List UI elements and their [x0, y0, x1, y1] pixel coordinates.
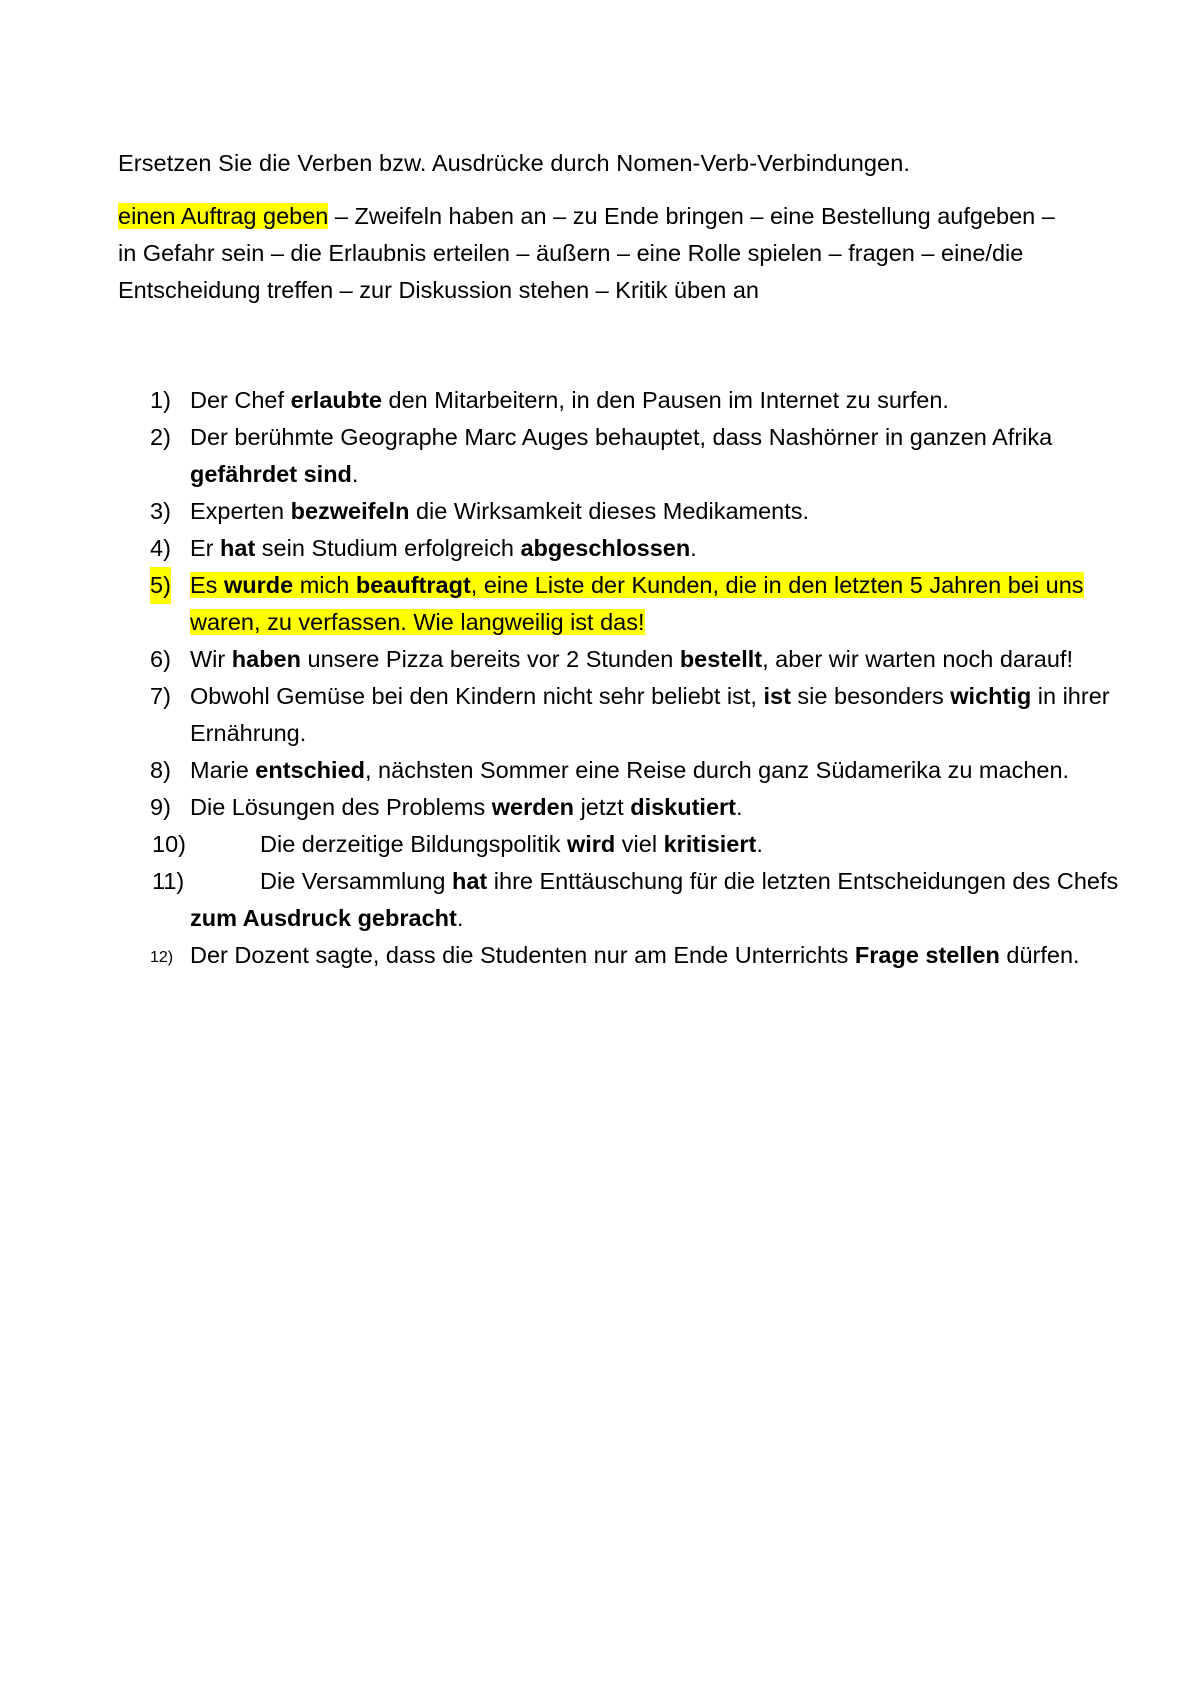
item-text: dürfen. — [999, 942, 1080, 968]
item-text: Die derzeitige Bildungspolitik — [260, 831, 567, 857]
item-text: Er — [190, 535, 221, 561]
item-text: Wir — [190, 646, 232, 672]
item-emphasis: Frage stellen — [854, 942, 1000, 968]
list-item — [0, 530, 1200, 567]
item-text: , nächsten Sommer eine Reise durch ganz Südamerika zu machen. — [365, 757, 1070, 783]
item-emphasis: diskutiert — [630, 794, 736, 820]
item-number: 9) — [150, 794, 171, 820]
item-emphasis: wichtig — [950, 683, 1032, 709]
exercise-list — [0, 382, 1200, 974]
list-item — [0, 382, 1200, 419]
item-emphasis: wird — [566, 831, 616, 857]
item-text: die Wirksamkeit dieses Medikaments. — [409, 498, 810, 524]
item-number: 8) — [150, 757, 171, 783]
item-number: 5) — [150, 567, 171, 604]
list-item — [0, 789, 1200, 826]
item-text: Es — [190, 572, 224, 598]
item-emphasis: gefährdet sind — [190, 461, 352, 487]
item-number: 6) — [150, 646, 171, 672]
list-item-highlighted — [0, 567, 1200, 641]
item-text: . — [456, 905, 464, 931]
item-text: Der berühmte Geographe Marc Auges behauptet, dass Nashörner in ganzen Afrika — [190, 424, 1053, 450]
item-text: . — [351, 461, 359, 487]
item-emphasis: hat — [220, 535, 256, 561]
item-text: sie besonders — [790, 683, 951, 709]
item-text: Obwohl Gemüse bei den Kindern nicht sehr beliebt ist, — [190, 683, 764, 709]
item-emphasis: bestellt — [679, 646, 763, 672]
item-emphasis: ist — [763, 683, 791, 709]
list-item — [0, 678, 1200, 752]
item-text: . — [756, 831, 763, 857]
word-bank-highlighted-term: einen Auftrag geben — [118, 203, 329, 229]
list-item — [0, 493, 1200, 530]
item-emphasis: abgeschlossen — [520, 535, 691, 561]
item-emphasis: hat — [452, 868, 488, 894]
item-text: jetzt — [574, 794, 631, 820]
item-text: Der Chef — [190, 387, 291, 413]
item-text: in ihrer Ernährung. — [190, 683, 1110, 746]
list-item — [0, 937, 1200, 974]
item-emphasis: beauftragt — [355, 572, 471, 598]
list-item — [0, 863, 1200, 937]
list-item — [0, 641, 1200, 678]
instruction-heading: Ersetzen Sie die Verben bzw. Ausdrücke durch Nomen-Verb-Verbindungen. — [118, 150, 911, 176]
item-emphasis: kritisiert — [663, 831, 757, 857]
item-text: Der Dozent sagte, dass die Studenten nur am Ende Unterrichts — [190, 942, 855, 968]
item-number: 3) — [150, 498, 171, 524]
item-emphasis: erlaubte — [290, 387, 382, 413]
item-number: 2) — [150, 424, 171, 450]
list-item — [0, 826, 1200, 863]
item-number: 11) — [152, 868, 185, 894]
item-text: . — [690, 535, 697, 561]
item-text: sein Studium erfolgreich — [255, 535, 521, 561]
item-number: 7) — [150, 683, 171, 709]
list-item — [0, 752, 1200, 789]
item-text: Marie — [190, 757, 256, 783]
item-emphasis: zum Ausdruck gebracht — [190, 905, 457, 931]
list-item — [0, 419, 1200, 493]
item-text: Die Versammlung — [260, 868, 452, 894]
item-text: . — [736, 794, 743, 820]
item-number: 10) — [152, 831, 186, 857]
item-emphasis: werden — [491, 794, 575, 820]
item-text: ihre Enttäuschung für die letzten Entscheidungen des Chefs — [487, 868, 1119, 894]
item-text: , eine Liste der Kunden, die in den letzten 5 Jahren bei uns waren, zu verfassen. Wie langweilig ist das! — [190, 572, 1084, 635]
item-text: , aber wir warten noch darauf! — [762, 646, 1073, 672]
item-emphasis: bezweifeln — [290, 498, 410, 524]
item-emphasis: entschied — [255, 757, 365, 783]
item-number: 4) — [150, 535, 171, 561]
item-text: Experten — [190, 498, 291, 524]
item-text: mich — [293, 572, 356, 598]
item-text: unsere Pizza bereits vor 2 Stunden — [300, 646, 680, 672]
item-emphasis: haben — [231, 646, 301, 672]
item-emphasis: wurde — [223, 572, 294, 598]
word-bank — [118, 198, 1078, 309]
item-text: Die Lösungen des Problems — [190, 794, 492, 820]
item-text: viel — [615, 831, 664, 857]
word-bank-terms: – Zweifeln haben an – zu Ende bringen – eine Bestellung aufgeben – in Gefahr sein – die Erlaubnis erteilen – äußern – eine Rolle spielen – fragen – eine/die Entscheidung treffen – zur Diskussion stehen – Kritik üben an — [118, 203, 1055, 303]
item-number: 1) — [150, 387, 171, 413]
item-text: den Mitarbeitern, in den Pausen im Internet zu surfen. — [382, 387, 949, 413]
item-number: 12) — [150, 949, 174, 966]
